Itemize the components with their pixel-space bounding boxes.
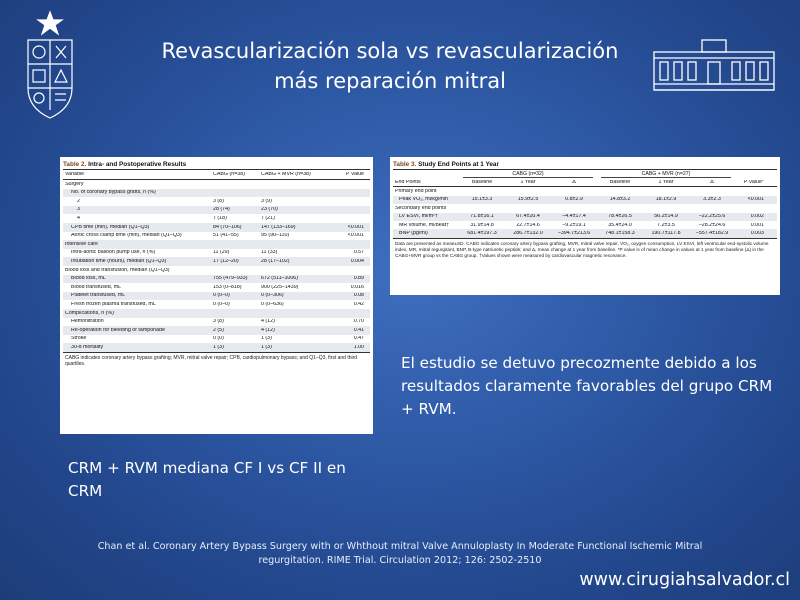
table-3-cell: Peak VO₂, ml/kg/min <box>399 197 448 203</box>
table-2-cell: Platelet transfused, mL <box>71 293 126 299</box>
table-2-cell: 23 (70) <box>261 207 278 213</box>
table-2-row <box>63 318 370 327</box>
table-2-header-cell: CABG + MVR (n=38) <box>261 171 311 177</box>
hospital-building-icon <box>652 38 776 94</box>
table-2-cell: 3 (8) <box>213 319 224 325</box>
table-3-cell: BNP (pg/ml) <box>399 230 428 236</box>
table-3-cell: Primary end point <box>395 188 437 194</box>
table-3-cell: 3.3±2.3 <box>703 197 721 203</box>
table-2-cell: 0.42 <box>353 301 364 307</box>
table-2-cell: Intensive care <box>65 241 98 247</box>
university-crest-icon <box>22 10 78 122</box>
website-url: www.cirugiahsalvador.cl <box>579 570 790 590</box>
table-2-row <box>63 300 370 309</box>
table-3-cell: 31.9±14.8 <box>470 222 494 228</box>
table-2-cell: 0 (0–0) <box>213 301 230 307</box>
table-2-cell: 11 (29) <box>213 250 230 256</box>
table-2-row <box>63 292 370 301</box>
table-3-footnote: Data are presented as mean±SD. CABG indicates coronary artery bypass grafting, MVR, mitral valve repair, VO₂, oxygen consumption, LV ESVI, left ventricular end-systolic volume index, MR, mitral regurgitant, BNP, B-type natriuretic peptide; and Δ, mean change at 1 year from baseline. *P value is of mean change in values at 1 year from baseline (Δ) in the CABG+MVR group vs the CABG group. †Values shown were measured by cardiovascular magnetic resonance. <box>395 240 769 258</box>
table-2-cell: Hemofiltration <box>71 319 104 325</box>
table-2-cell: <0.001 <box>347 224 364 230</box>
table-3-row <box>393 221 777 229</box>
table-2-caption-label: Table 2. <box>63 161 87 168</box>
table-3-cell: 190.7±117.8 <box>651 230 681 236</box>
table-3-row <box>393 187 777 195</box>
table-2-cell: 0.016 <box>350 284 364 290</box>
table-3-group-2: CABG + MVR (n=27) <box>601 171 731 178</box>
table-3-cell: 286.7±132.0 <box>513 230 543 236</box>
table-2-cell: 3 (9) <box>261 198 272 204</box>
table-3-header-cell: Baseline <box>471 179 493 185</box>
table-2-cell: 900 (225–1439) <box>261 284 299 290</box>
table-3-header-row <box>393 178 777 186</box>
table-3-header-cell: Baseline <box>609 179 631 185</box>
table-2-row <box>63 223 370 232</box>
table-2-cell: 0 (0) <box>213 336 224 342</box>
table-3-cell: 7.2±3.5 <box>657 222 675 228</box>
table-2-row <box>63 326 370 335</box>
table-2-cell: 147 (133–169) <box>261 224 296 230</box>
citation <box>60 540 740 568</box>
table-2-row <box>63 343 370 352</box>
table-2-cell: Blood loss, mL <box>71 276 106 282</box>
table-2-cell: 0.89 <box>353 276 364 282</box>
table-3-cell: −4.4±17.4 <box>562 214 586 220</box>
table-2-cell: 0 (0–0) <box>213 293 230 299</box>
table-2-cell: 0.08 <box>353 293 364 299</box>
table-3-cell: 15.9±2.5 <box>517 197 539 203</box>
table-2-row <box>63 189 370 198</box>
table-2-cell: 1.00 <box>353 344 364 350</box>
table-2-header-cell: P Value <box>345 171 364 177</box>
table-2-cell: Fresh frozen plasma transfused, mL <box>71 301 156 307</box>
table-2-row <box>63 249 370 258</box>
citation-line1: Chan et al. Coronary Artery Bypass Surgery with or Whthout mitral Valve Annuloplasty In Moderate Functional Ischemic Mitral <box>97 541 703 552</box>
table-2-row <box>63 275 370 284</box>
table-2-row <box>63 309 370 318</box>
table-2-cell: 1 (3) <box>261 344 272 350</box>
table-3-cell: 35.4±24.0 <box>608 222 632 228</box>
table-2-header-cell: Variable <box>65 171 85 177</box>
table-2-cell: 4 (12) <box>261 319 275 325</box>
table-3-group-header <box>393 170 777 178</box>
table-2-cell: 755 (479–933) <box>213 276 248 282</box>
table-3-cell: 15.1±3.3 <box>471 197 493 203</box>
table-2-cell: Blood loss and transfusion, median (Q1–Q3) <box>65 267 170 273</box>
functional-class-text: CRM + RVM mediana CF I vs CF II en CRM <box>68 459 346 500</box>
table-2-cell: Intra-aortic balloon pump use, n (%) <box>71 250 156 256</box>
table-3-cell: 0.002 <box>750 214 764 220</box>
table-3-cell: 18.1±2.9 <box>655 197 677 203</box>
table-2-cell: Intubation time (hours), median (Q1–Q3) <box>71 258 167 264</box>
table-2-cell: No. of coronary bypass grafts, n (%) <box>71 190 156 196</box>
table-2-cell: 2 <box>77 198 80 204</box>
table-3-cell: 0.001 <box>750 222 764 228</box>
table-2-cell: Surgery <box>65 181 84 187</box>
table-3-image <box>390 157 780 295</box>
table-3-cell: MR volume, ml/beat† <box>399 222 450 228</box>
table-2-cell: 0 (0–306) <box>261 293 284 299</box>
table-3-cell: 681.4±197.3 <box>467 230 497 236</box>
table-2-caption <box>63 160 370 169</box>
table-2-cell: 672 (511–1006) <box>261 276 299 282</box>
table-2-row <box>63 266 370 275</box>
table-3-header-cell: Δ <box>710 179 714 185</box>
conclusion-text: El estudio se detuvo precozmente debido a los resultados claramente favorables del grupo CRM + RVM. <box>401 354 773 418</box>
table-2-cell: 28 (74) <box>213 207 230 213</box>
slide-title <box>120 36 660 96</box>
table-2-cell: Blood transfused, mL <box>71 284 122 290</box>
table-2-cell: CPB time (min), median (Q1–Q3) <box>71 224 150 230</box>
table-2-cell: Complications, n (%) <box>65 310 114 316</box>
table-2-cell: 7 (21) <box>261 216 275 222</box>
table-2-row <box>63 197 370 206</box>
table-3-body <box>393 187 777 237</box>
table-3-cell: −394.7±213.6 <box>557 230 591 236</box>
table-3-header-cell: P Value* <box>743 179 764 185</box>
slide-title-line2: más reparación mitral <box>274 69 506 93</box>
table-3-cell: Secondary end points <box>395 205 447 211</box>
table-3-group-1: CABG (n=32) <box>463 171 593 178</box>
table-3-cell: 56.2±14.9 <box>654 214 678 220</box>
table-3-cell: 78.4±26.5 <box>608 214 632 220</box>
table-2-header-cell: CABG (n=38) <box>213 171 245 177</box>
table-3-cell: −9.2±19.1 <box>562 222 586 228</box>
table-2-row <box>63 283 370 292</box>
table-3-row <box>393 229 777 237</box>
table-2-cell: 0.41 <box>353 327 364 333</box>
table-3-header-cell: 1 Year <box>658 179 674 185</box>
table-2-cell: 153 (0–818) <box>213 284 242 290</box>
table-2-cell: 7 (18) <box>213 216 227 222</box>
table-3-header-cell: Δ <box>572 179 576 185</box>
table-2-cell: 0.004 <box>350 258 364 264</box>
table-2-row <box>63 240 370 249</box>
slide-title-line1: Revascularización sola vs revascularización <box>161 39 619 63</box>
table-2-row <box>63 180 370 189</box>
table-2-cell: 4 (12) <box>261 327 275 333</box>
table-2-cell: 0.57 <box>353 250 364 256</box>
table-2-cell: Stroke <box>71 336 87 342</box>
table-2-cell: 17 (12–20) <box>213 258 239 264</box>
table-3-caption <box>393 160 777 169</box>
table-2-cell: 4 <box>77 216 80 222</box>
table-3-header-cell: End Points <box>395 179 421 185</box>
table-3-cell: 0.8±2.9 <box>565 197 583 203</box>
table-2-cell: 2 (5) <box>213 327 224 333</box>
table-2-cell: 3 (8) <box>213 198 224 204</box>
table-3-cell: 748.1±158.3 <box>605 230 635 236</box>
table-2-header-row <box>63 170 370 179</box>
table-2-body <box>63 180 370 352</box>
table-2-cell: 28 (17–102) <box>261 258 290 264</box>
table-3-caption-text: Study End Points at 1 Year <box>418 161 499 168</box>
table-3-row <box>393 204 777 212</box>
table-3-cell: 67.4±20.4 <box>516 214 540 220</box>
table-2-cell: <0.001 <box>347 233 364 239</box>
table-2-cell: 1 (3) <box>261 336 272 342</box>
table-2-cell: 0.47 <box>353 336 364 342</box>
table-2-cell: 11 (33) <box>261 250 278 256</box>
table-3-caption-label: Table 3. <box>393 161 417 168</box>
table-2-cell: Re-operation for bleeding or tamponade <box>71 327 165 333</box>
table-2-cell: Aortic cross clamp time (min), median (Q1–Q3) <box>71 233 182 239</box>
table-2-cell: 3 <box>77 207 80 213</box>
table-3-cell: LV ESVI, ml/m²† <box>399 214 438 220</box>
table-2-cell: 30-d mortality <box>71 344 104 350</box>
table-2-row <box>63 232 370 241</box>
table-3-cell: <0.001 <box>747 197 764 203</box>
table-2-row <box>63 335 370 344</box>
table-3-header-cell: 1 Year <box>520 179 536 185</box>
table-3-cell: −22.2±25.6 <box>698 214 726 220</box>
table-2-row <box>63 206 370 215</box>
table-2-cell: 84 (70–106) <box>213 224 242 230</box>
table-2-cell: 95 (90–110) <box>261 233 290 239</box>
table-2-footnote: CABG indicates coronary artery bypass grafting; MVR, mitral valve repair; CPB, cardiopulmonary bypass; and Q1–Q3, first and third quartiles. <box>65 354 358 368</box>
citation-line2: regurgitation. RIME Trial. Circulation 2012; 126: 2502-2510 <box>258 555 542 566</box>
table-3-row <box>393 196 777 204</box>
table-2-row <box>63 214 370 223</box>
table-2-row <box>63 257 370 266</box>
table-3-row <box>393 213 777 221</box>
table-2-cell: 51 (41–55) <box>213 233 239 239</box>
table-2-cell: 0 (0–636) <box>261 301 284 307</box>
table-3-cell: 14.8±3.2 <box>609 197 631 203</box>
table-3-cell: −557.4±182.9 <box>695 230 729 236</box>
table-3-cell: 0.003 <box>750 230 764 236</box>
table-3-cell: 71.8±16.1 <box>470 214 494 220</box>
table-2-cell: 0.70 <box>353 319 364 325</box>
table-3-cell: 22.7±14.6 <box>516 222 540 228</box>
table-3-cell: −28.2±24.6 <box>698 222 726 228</box>
table-2-caption-text: Intra- and Postoperative Results <box>88 161 187 168</box>
table-2-image <box>60 157 373 434</box>
table-2-cell: 1 (3) <box>213 344 224 350</box>
